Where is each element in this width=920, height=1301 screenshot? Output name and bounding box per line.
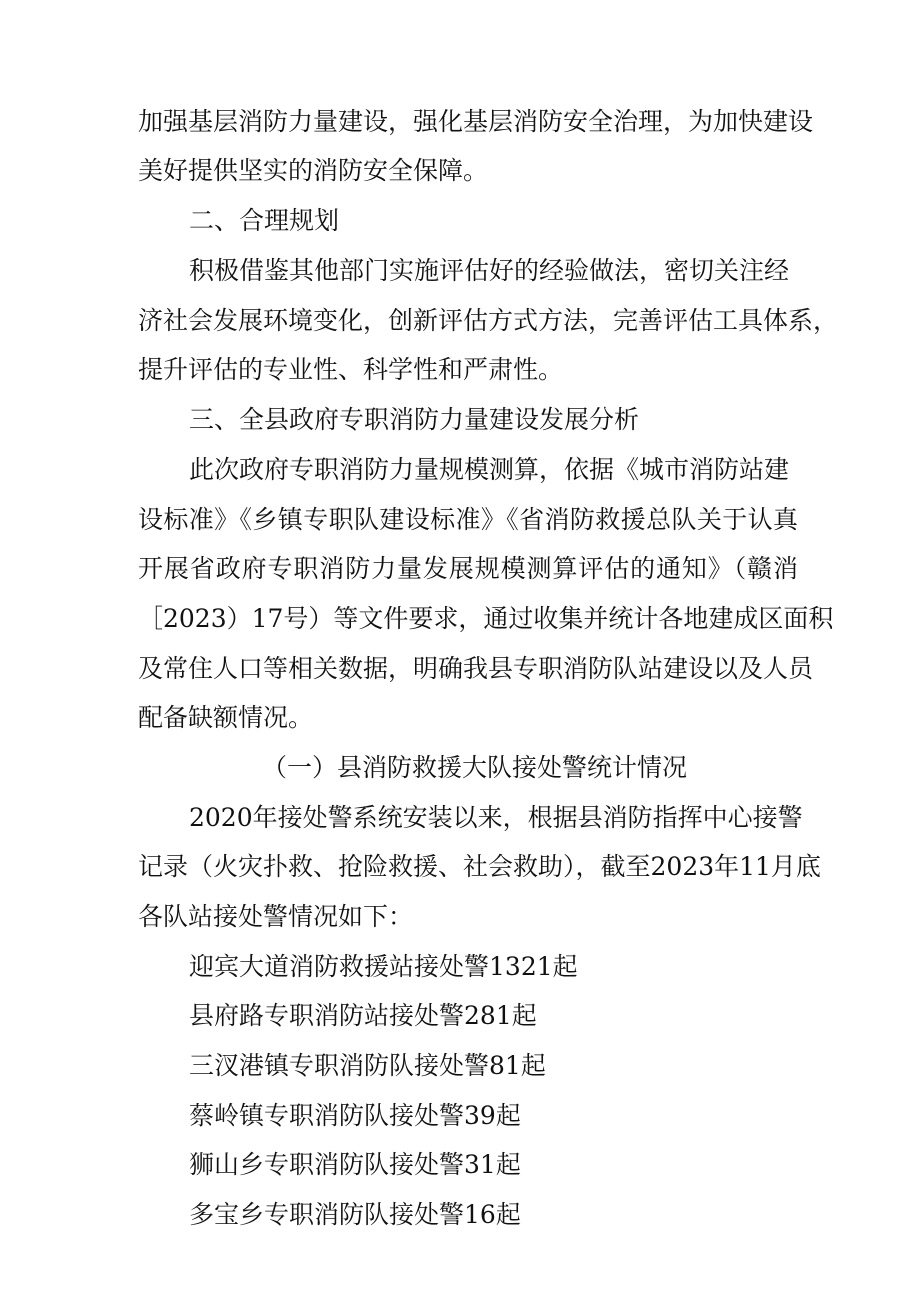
paragraph-line: 开展省政府专职消防力量发展规模测算评估的通知》（赣消 xyxy=(138,554,798,583)
section-heading: 二、合理规划 xyxy=(189,206,340,235)
list-item: 狮山乡专职消防队接处警31起 xyxy=(189,1150,521,1179)
paragraph-line: 提升评估的专业性、科学性和严肃性。 xyxy=(138,355,564,384)
paragraph-line: 济社会发展环境变化，创新评估方式方法，完善评估工具体系， xyxy=(138,306,839,335)
section-heading: 三、全县政府专职消防力量建设发展分析 xyxy=(189,405,640,434)
paragraph-line: 2020年接处警系统安装以来，根据县消防指挥中心接警 xyxy=(189,803,803,832)
paragraph-line: 及常住人口等相关数据，明确我县专职消防队站建设以及人员 xyxy=(138,654,814,683)
paragraph-line: 此次政府专职消防力量规模测算，依据《城市消防站建 xyxy=(189,455,790,484)
paragraph-line: 各队站接处警情况如下： xyxy=(138,902,414,931)
subsection-heading: （一）县消防救援大队接处警统计情况 xyxy=(262,753,688,782)
paragraph-line: 美好提供坚实的消防安全保障。 xyxy=(138,156,489,185)
paragraph-line: ［2023）17号）等文件要求，通过收集并统计各地建成区面积 xyxy=(138,604,834,633)
paragraph-line: 积极借鉴其他部门实施评估好的经验做法，密切关注经 xyxy=(189,256,790,285)
paragraph-line: 设标准》《乡镇专职队建设标准》《省消防救援总队关于认真 xyxy=(138,505,798,534)
list-item: 迎宾大道消防救援站接处警1321起 xyxy=(189,952,578,981)
paragraph-line: 加强基层消防力量建设，强化基层消防安全治理，为加快建设 xyxy=(138,107,814,136)
list-item: 三汊港镇专职消防队接处警81起 xyxy=(189,1051,546,1080)
paragraph-line: 配备缺额情况。 xyxy=(138,703,314,732)
list-item: 多宝乡专职消防队接处警16起 xyxy=(189,1200,521,1229)
paragraph-line: 记录（火灾扑救、抢险救援、社会救助），截至2023年11月底 xyxy=(138,852,821,881)
list-item: 蔡岭镇专职消防队接处警39起 xyxy=(189,1101,521,1130)
list-item: 县府路专职消防站接处警281起 xyxy=(189,1001,537,1030)
